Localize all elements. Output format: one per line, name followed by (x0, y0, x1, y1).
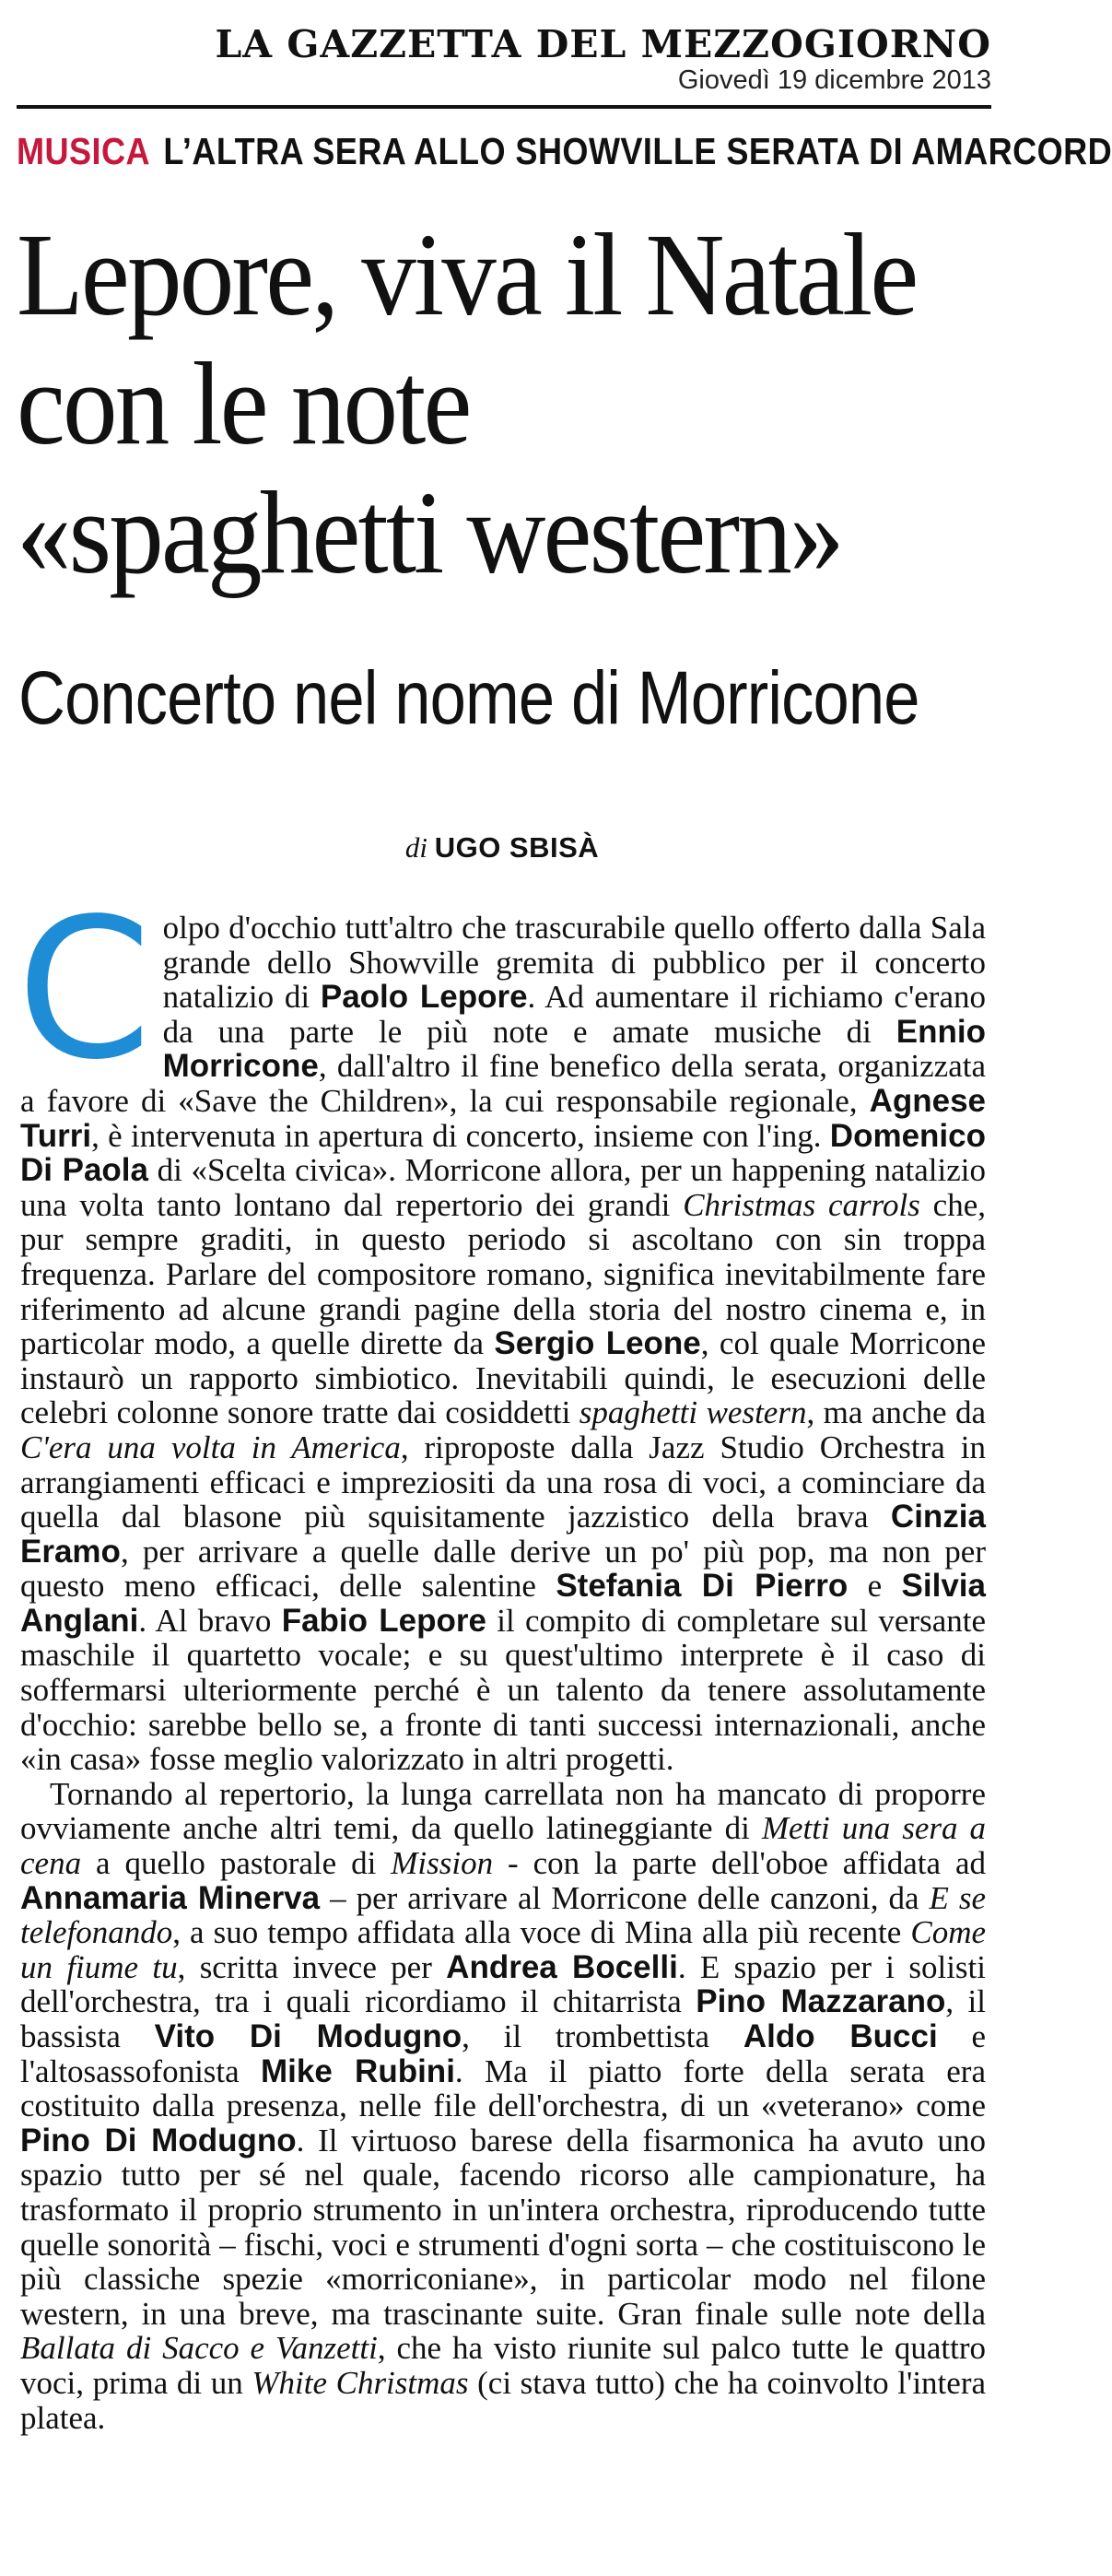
text-run: e (848, 1568, 902, 1605)
text-run: Tornando al repertorio, la lunga carrellata non ha mancato di proporre ovviamente anche altri temi, da quello latineggiante di (20, 1775, 986, 1847)
text-run: - con la parte dell'oboe affidata ad (493, 1845, 986, 1882)
text-run: , il trombettista (462, 2018, 743, 2054)
bold-name: Pino Mazzarano (696, 1983, 946, 2020)
newspaper-name: LA GAZZETTA DEL MEZZOGIORNO (215, 22, 991, 66)
bold-name: Cinzia Eramo (20, 1499, 986, 1570)
kicker-topic: L’ALTRA SERA ALLO SHOWVILLE SERATA DI AMARCORD (163, 130, 1112, 172)
italic-title: spaghetti western (579, 1394, 807, 1431)
text-run: , scritta invece per (177, 1948, 447, 1985)
article-paragraph-2 (20, 1777, 986, 2435)
text-run: olpo d'occhio tutt'altro che trascurabile quello offerto dalla Sala grande dello Showville gremita di pubblico per il concerto natalizio di (162, 910, 986, 1016)
italic-title: Come un fiume tu (20, 1914, 986, 1985)
bold-name: Pino Di Modugno (20, 2122, 297, 2158)
byline (0, 829, 1004, 866)
masthead-rule (17, 105, 991, 109)
italic-title: E se telefonando (20, 1879, 986, 1951)
bold-name: Mike Rubini (260, 2053, 455, 2089)
text-run: , dall'altro il fine benefico della serata, organizzata a favore di «Save the Children», la cui responsabile regionale, (20, 1048, 986, 1119)
italic-title: Ballata di Sacco e Vanzetti (20, 2330, 378, 2367)
bold-name: Fabio Lepore (281, 1602, 486, 1639)
text-run: , ma anche da (806, 1394, 986, 1431)
text-run: a quello pastorale di (81, 1845, 392, 1882)
byline-prefix: di (404, 831, 427, 864)
headline-line-3: «spaghetti western» (17, 467, 842, 598)
headline-line-1: Lepore, viva il Natale (17, 209, 917, 340)
text-run: (ci stava tutto) che ha coinvolto l'intera platea. (20, 2364, 987, 2436)
text-run: , col quale Morricone instaurò un rapporto simbiotico. Inevitabili quindi, le esecuzioni delle celebri colonne sonore tratte dai cosiddetti (20, 1325, 986, 1431)
bold-name: Silvia Anglani (20, 1568, 986, 1639)
text-run: , il bassista (20, 1983, 987, 2054)
text-run: . Il virtuoso barese della fisarmonica ha avuto uno spazio tutto per sé nel quale, facendo ricorso alle campionature, ha trasformato il proprio strumento in un'intera orchestra, riproducendo tutte quelle sonorità – fischi, voci e strumenti d'ogni sorta – che costituiscono le più classiche spezie «morriconiane», in particolar modo nel filone western, in una breve, ma trascinante suite. Gran finale sulle note della (20, 2122, 986, 2332)
section-label: MUSICA (17, 130, 149, 172)
italic-title: C'era una volta in America (20, 1429, 401, 1465)
text-run: , a suo tempo affidata alla voce di Mina alla più recente (172, 1914, 911, 1951)
italic-title: Christmas carrols (683, 1186, 920, 1223)
text-run: che, pur sempre graditi, in questo periodo si ascoltano con sin troppa frequenza. Parlare del compositore romano, significa inevitabilmente fare riferimento ad alcune grandi pagine della storia del nostro cinema e, in particolar modo, a quelle dirette da (20, 1186, 986, 1362)
text-run: il compito di completare sul versante maschile il quartetto vocale; e su quest'ultimo interprete è il caso di soffermarsi ulteriormente perché è un talento da tenere assolutamente d'occhio: sarebbe bello se, a fronte di tanti successi internazionali, anche «in casa» fosse meglio valorizzato in altri progetti. (20, 1602, 986, 1778)
article-body (17, 876, 987, 2436)
italic-title: Metti una sera a cena (20, 1810, 987, 1882)
text-run: . Ad aumentare il richiamo c'erano da una parte le più note e amate musiche di (162, 979, 986, 1050)
bold-name: Ennio Morricone (162, 1013, 986, 1085)
bold-name: Agnese Turri (20, 1082, 986, 1154)
kicker (17, 129, 1112, 173)
headline-line-2: con le note (17, 338, 470, 469)
text-run: , riproposte dalla Jazz Studio Orchestra in arrangiamenti efficaci e impreziositi da una rosa di voci, a cominciare da quella dal blasone più squisitamente jazzistico della brava (20, 1429, 986, 1535)
drop-cap: C (17, 876, 152, 1102)
headline (17, 210, 993, 597)
bold-name: Andrea Bocelli (446, 1948, 678, 1985)
bold-name: Aldo Bucci (743, 2018, 938, 2054)
text-run: . Ma il piatto forte della serata era costituito dalla presenza, nelle file dell'orchestra, di un «veterano» come (20, 2053, 986, 2124)
text-run: , che ha visto riunite sul palco tutte le quattro voci, prima di un (20, 2330, 986, 2401)
text-run: . Al bravo (138, 1602, 282, 1639)
text-run: . E spazio per i solisti dell'orchestra, tra i quali ricordiamo il chitarrista (20, 1948, 986, 2020)
bold-name: Annamaria Minerva (20, 1879, 321, 1916)
subheadline: Concerto nel nome di Morricone (18, 656, 919, 740)
article-paragraph-1 (17, 876, 986, 1778)
text-run: e l'altosassofonista (20, 2018, 986, 2089)
italic-title: Mission (391, 1845, 494, 1882)
bold-name: Vito Di Modugno (154, 2018, 462, 2054)
bold-name: Stefania Di Pierro (556, 1568, 849, 1605)
bold-name: Sergio Leone (494, 1325, 701, 1362)
text-run: , è intervenuta in apertura di concerto, insieme con l'ing. (91, 1117, 830, 1154)
text-run: – per arrivare al Morricone delle canzoni, da (320, 1879, 930, 1916)
byline-author: UGO SBISÀ (434, 831, 600, 864)
publication-date: Giovedì 19 dicembre 2013 (677, 65, 991, 95)
bold-name: Domenico Di Paola (20, 1117, 986, 1189)
italic-title: White Christmas (252, 2364, 469, 2401)
masthead (215, 24, 991, 96)
text-run: di «Scelta civica». Morricone allora, per un happening natalizio una volta tanto lontano dal repertorio dei grandi (20, 1152, 986, 1223)
text-run: , per arrivare a quelle dalle derive un po' più pop, ma non per questo meno efficaci, delle salentine (20, 1533, 986, 1605)
bold-name: Paolo Lepore (320, 979, 528, 1016)
